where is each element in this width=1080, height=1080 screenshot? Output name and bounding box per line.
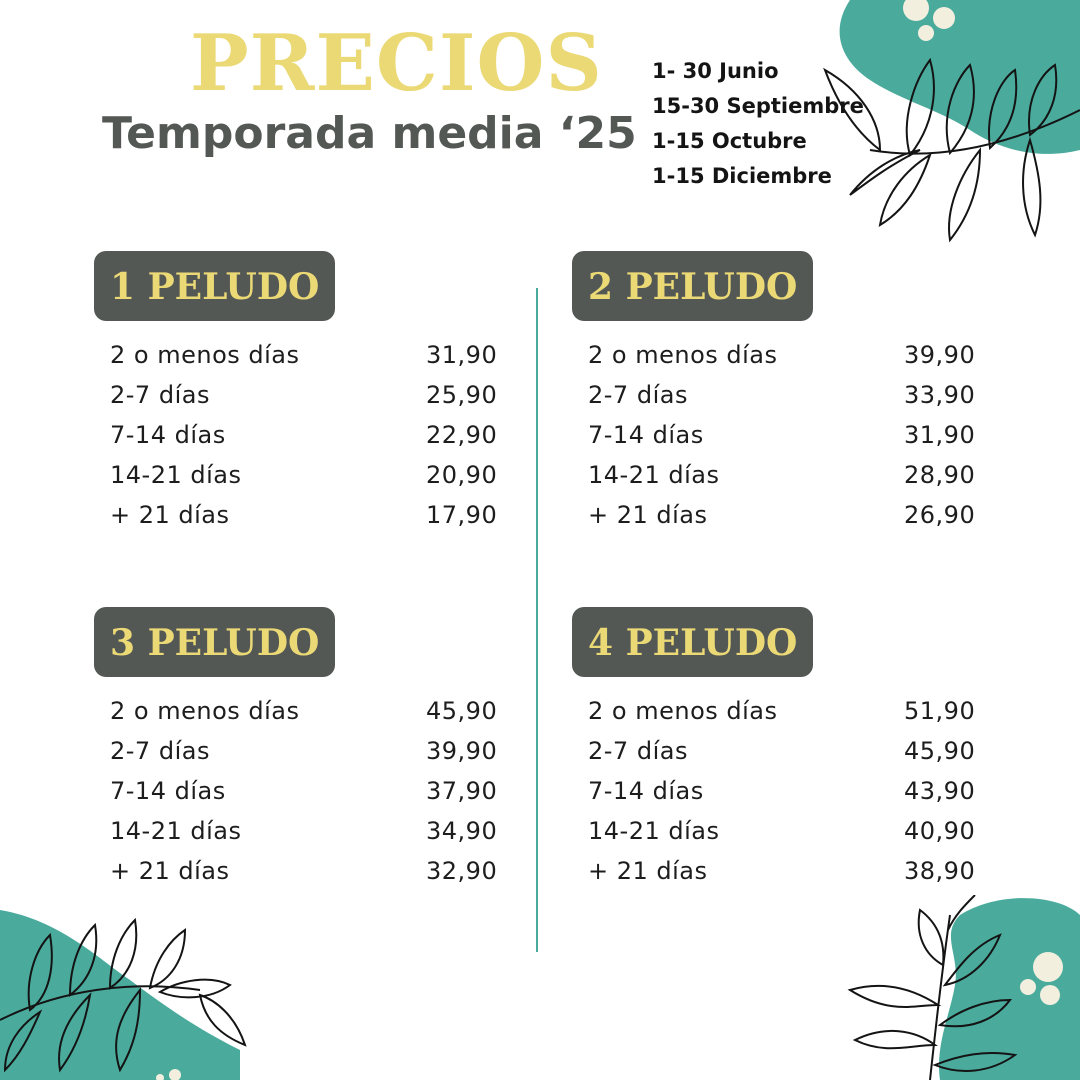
price-row bbox=[110, 375, 534, 415]
duration-label: 7-14 días bbox=[110, 777, 226, 805]
leaf-decoration-bottom-right bbox=[840, 895, 1080, 1080]
price-value: 32,90 bbox=[426, 857, 498, 885]
price-value: 25,90 bbox=[426, 381, 498, 409]
price-value: 51,90 bbox=[904, 697, 976, 725]
duration-label: 2-7 días bbox=[110, 381, 210, 409]
duration-label: + 21 días bbox=[110, 501, 230, 529]
block-badge: 4 PELUDO bbox=[572, 607, 813, 677]
date-range: 1- 30 Junio bbox=[652, 59, 779, 83]
duration-label: 2-7 días bbox=[588, 381, 688, 409]
price-value: 39,90 bbox=[904, 341, 976, 369]
date-range: 1-15 Diciembre bbox=[652, 164, 832, 188]
season-dates bbox=[652, 56, 864, 196]
duration-label: 2 o menos días bbox=[110, 697, 300, 725]
price-list bbox=[110, 691, 534, 891]
price-value: 26,90 bbox=[904, 501, 976, 529]
price-row bbox=[110, 335, 534, 375]
price-block-2 bbox=[572, 251, 1012, 535]
page-subtitle: Temporada media ‘25 bbox=[102, 108, 637, 159]
block-badge: 3 PELUDO bbox=[94, 607, 335, 677]
price-value: 17,90 bbox=[426, 501, 498, 529]
price-value: 33,90 bbox=[904, 381, 976, 409]
price-row bbox=[110, 495, 534, 535]
duration-label: + 21 días bbox=[588, 857, 708, 885]
price-row bbox=[110, 455, 534, 495]
price-row bbox=[110, 771, 534, 811]
duration-label: 2 o menos días bbox=[588, 341, 778, 369]
price-block-1 bbox=[94, 251, 534, 535]
price-list bbox=[588, 335, 1012, 535]
page-title: PRECIOS bbox=[190, 18, 603, 109]
price-block-4 bbox=[572, 607, 1012, 891]
price-value: 39,90 bbox=[426, 737, 498, 765]
price-value: 45,90 bbox=[426, 697, 498, 725]
duration-label: 2-7 días bbox=[110, 737, 210, 765]
price-value: 31,90 bbox=[904, 421, 976, 449]
price-value: 28,90 bbox=[904, 461, 976, 489]
price-value: 40,90 bbox=[904, 817, 976, 845]
duration-label: 7-14 días bbox=[588, 777, 704, 805]
price-row bbox=[588, 415, 1012, 455]
dots-icon bbox=[1033, 952, 1063, 982]
price-value: 45,90 bbox=[904, 737, 976, 765]
price-value: 22,90 bbox=[426, 421, 498, 449]
date-range: 15-30 Septiembre bbox=[652, 94, 864, 118]
duration-label: + 21 días bbox=[588, 501, 708, 529]
price-row bbox=[110, 415, 534, 455]
blob-shape bbox=[939, 898, 1080, 1080]
price-value: 20,90 bbox=[426, 461, 498, 489]
price-block-3 bbox=[94, 607, 534, 891]
price-row bbox=[110, 851, 534, 891]
duration-label: 2 o menos días bbox=[588, 697, 778, 725]
duration-label: 7-14 días bbox=[588, 421, 704, 449]
price-row bbox=[110, 811, 534, 851]
duration-label: 2-7 días bbox=[588, 737, 688, 765]
duration-label: 14-21 días bbox=[110, 817, 242, 845]
price-row bbox=[588, 495, 1012, 535]
price-row bbox=[588, 811, 1012, 851]
block-badge: 2 PELUDO bbox=[572, 251, 813, 321]
duration-label: + 21 días bbox=[110, 857, 230, 885]
leaf-decoration-bottom-left bbox=[0, 900, 260, 1080]
duration-label: 14-21 días bbox=[588, 817, 720, 845]
price-row bbox=[110, 691, 534, 731]
block-badge: 1 PELUDO bbox=[94, 251, 335, 321]
duration-label: 14-21 días bbox=[588, 461, 720, 489]
price-row bbox=[588, 455, 1012, 495]
price-row bbox=[588, 375, 1012, 415]
duration-label: 14-21 días bbox=[110, 461, 242, 489]
price-row bbox=[110, 731, 534, 771]
duration-label: 7-14 días bbox=[110, 421, 226, 449]
price-row bbox=[588, 335, 1012, 375]
price-row bbox=[588, 771, 1012, 811]
duration-label: 2 o menos días bbox=[110, 341, 300, 369]
date-range: 1-15 Octubre bbox=[652, 129, 807, 153]
price-value: 37,90 bbox=[426, 777, 498, 805]
column-divider bbox=[536, 288, 538, 952]
price-row bbox=[588, 851, 1012, 891]
price-list bbox=[110, 335, 534, 535]
price-list bbox=[588, 691, 1012, 891]
price-value: 38,90 bbox=[904, 857, 976, 885]
price-row bbox=[588, 691, 1012, 731]
price-value: 31,90 bbox=[426, 341, 498, 369]
price-row bbox=[588, 731, 1012, 771]
price-value: 34,90 bbox=[426, 817, 498, 845]
price-value: 43,90 bbox=[904, 777, 976, 805]
